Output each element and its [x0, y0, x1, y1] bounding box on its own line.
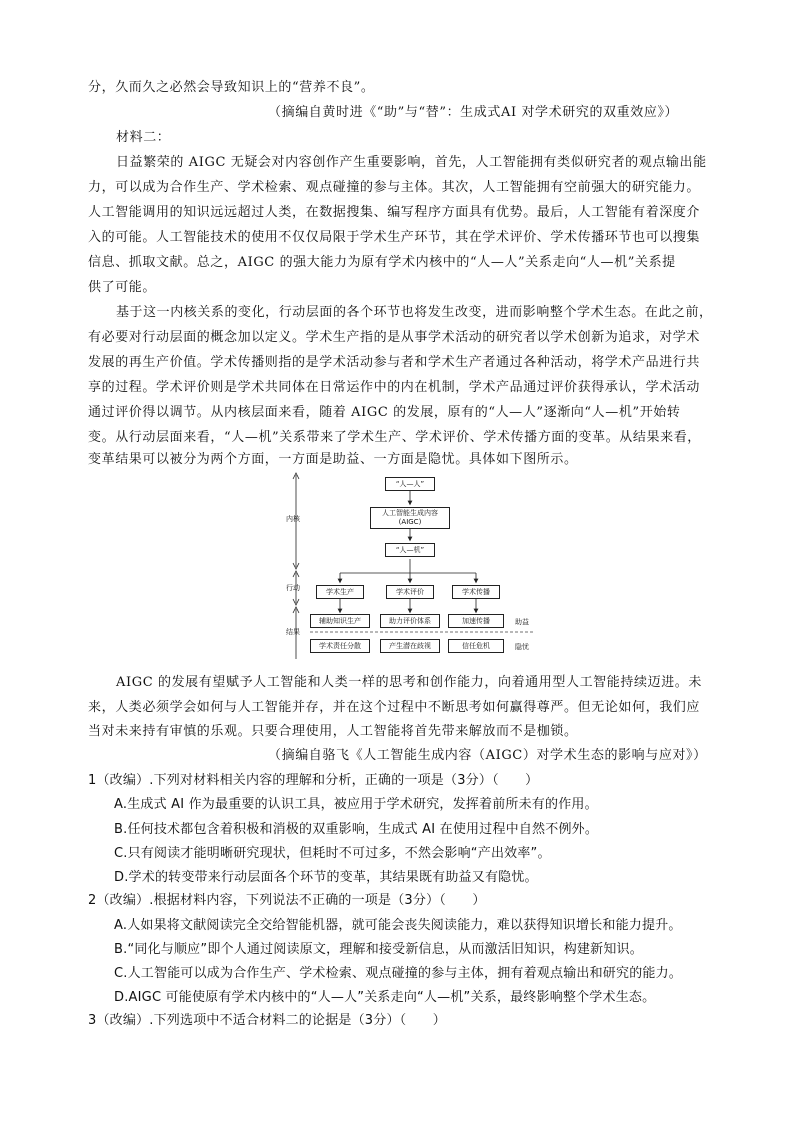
paragraph-line: 力，可以成为合作生产、学术检索、观点碰撞的参与主体。其次，人工智能拥有空前强大的研究能力。 [88, 180, 701, 195]
question-option: C.人工智能可以成为合作生产、学术检索、观点碰撞的参与主体，拥有着观点输出和研究的能力。 [114, 966, 683, 981]
human-human-box: “人—人” [385, 477, 435, 491]
question-option: C.只有阅读才能明晰研究现状，但耗时不可过多，不然会影响“产出效率”。 [114, 846, 551, 861]
passage-line: 分，久而久之必然会导致知识上的“营养不良”。 [88, 80, 375, 95]
material-2-heading: 材料二： [116, 130, 171, 145]
paragraph-line: 变革结果可以被分为两个方面，一方面是助益、一方面是隐忧。具体如下图所示。 [88, 452, 578, 467]
paragraph-line: 供了可能。 [88, 280, 157, 295]
question-stem: 3（改编）.下列选项中不适合材料二的论据是（3分）（ ） [88, 1013, 446, 1028]
paragraph-line: 来，人类必须学会如何与人工智能并存，并在这个过程中不断思考如何赢得尊严。但无论如何，我们应 [88, 700, 701, 715]
risk-box: 信任危机 [448, 639, 504, 653]
aigc-influence-diagram [282, 469, 538, 665]
paragraph-line: 基于这一内核关系的变化，行动层面的各个环节也将发生改变，进而影响整个学术生态。在此之前， [116, 305, 713, 320]
question-option: A.人如果将文献阅读完全交给智能机器，就可能会丧失阅读能力，难以获得知识增长和能力提升。 [114, 918, 682, 933]
paragraph-line: 当对未来持有审慎的乐观。只要合理使用，人工智能将首先带来解放而不是枷锁。 [88, 724, 578, 739]
question-stem: 1（改编）.下列对材料相关内容的理解和分析，正确的一项是（3分）（ ） [88, 773, 539, 788]
benefit-label: 助益 [515, 618, 529, 626]
human-machine-box: “人—机” [385, 543, 435, 557]
aigc-box-line2: (AIGC) [398, 518, 422, 526]
risk-label: 隐忧 [515, 643, 529, 651]
diagram-lines [282, 469, 538, 665]
paragraph-line: AIGC 的发展有望赋予人工智能和人类一样的思考和创作能力，向着通用型人工智能持续迈进。未 [116, 675, 702, 690]
paragraph-line: 变。从行动层面来看，“人—机”关系带来了学术生产、学术评价、学术传播方面的变革。从结果来看， [88, 430, 701, 445]
benefit-box: 辅助知识生产 [310, 614, 370, 628]
paragraph-line: 享的过程。学术评价则是学术共同体在日常运作中的内在机制，学术产品通过评价获得承认，学术活动 [88, 380, 701, 395]
risk-box: 产生潜在歧视 [380, 639, 440, 653]
question-option: A.生成式 AI 作为最重要的认识工具，被应用于学术研究，发挥着前所未有的作用。 [114, 797, 598, 812]
benefit-box: 助力评价体系 [380, 614, 440, 628]
aigc-box [370, 507, 450, 529]
result-label: 结果 [286, 628, 300, 636]
action-box-evaluation: 学术评价 [386, 585, 434, 599]
question-option: B.“同化与顺应”即个人通过阅读原文，理解和接受新信息，从而激活旧知识，构建新知识。 [114, 942, 643, 957]
action-box-production: 学术生产 [316, 585, 364, 599]
source-citation-1: （摘编自黄时进《“助”与“替”：生成式AI 对学术研究的双重效应》） [268, 105, 679, 120]
action-label: 行动 [286, 584, 300, 592]
paragraph-line: 发展的再生产价值。学术传播则指的是学术活动参与者和学术生产者通过各种活动，将学术产品进行共 [88, 355, 701, 370]
aigc-box-line1: 人工智能生成内容 [382, 509, 438, 517]
paragraph-line: 信息、抓取文献。总之，AIGC 的强大能力为原有学术内核中的“人—人”关系走向“人—机”关系提 [88, 255, 676, 270]
paragraph-line: 通过评价得以调节。从内核层面来看，随着 AIGC 的发展，原有的“人—人”逐渐向“人—机”开始转 [88, 405, 681, 420]
paragraph-line: 有必要对行动层面的概念加以定义。学术生产指的是从事学术活动的研究者以学术创新为追求，对学术 [88, 330, 701, 345]
benefit-box: 加速传播 [448, 614, 504, 628]
paragraph-line: 入的可能。人工智能技术的使用不仅仅局限于学术生产环节，其在学术评价、学术传播环节也可以搜集 [88, 230, 701, 245]
question-option: D.学术的转变带来行动层面各个环节的变革，其结果既有助益又有隐忧。 [114, 870, 538, 885]
question-option: B.任何技术都包含着积极和消极的双重影响，生成式 AI 在使用过程中自然不例外。 [114, 822, 599, 837]
core-label: 内核 [286, 515, 300, 523]
paragraph-line: 人工智能调用的知识远远超过人类，在数据搜集、编写程序方面具有优势。最后，人工智能有着深度介 [88, 205, 701, 220]
question-stem: 2（改编）.根据材料内容，下列说法不正确的一项是（3分）（ ） [88, 893, 486, 908]
question-option: D.AIGC 可能使原有学术内核中的“人—人”关系走向“人—机”关系，最终影响整个学术生态。 [114, 990, 656, 1005]
source-citation-2: （摘编自骆飞《人工智能生成内容（AIGC）对学术生态的影响与应对》） [268, 748, 707, 763]
paragraph-line: 日益繁荣的 AIGC 无疑会对内容创作产生重要影响，首先，人工智能拥有类似研究者的观点输出能 [116, 155, 707, 170]
action-box-communication: 学术传播 [452, 585, 500, 599]
risk-box: 学术责任分散 [310, 639, 370, 653]
